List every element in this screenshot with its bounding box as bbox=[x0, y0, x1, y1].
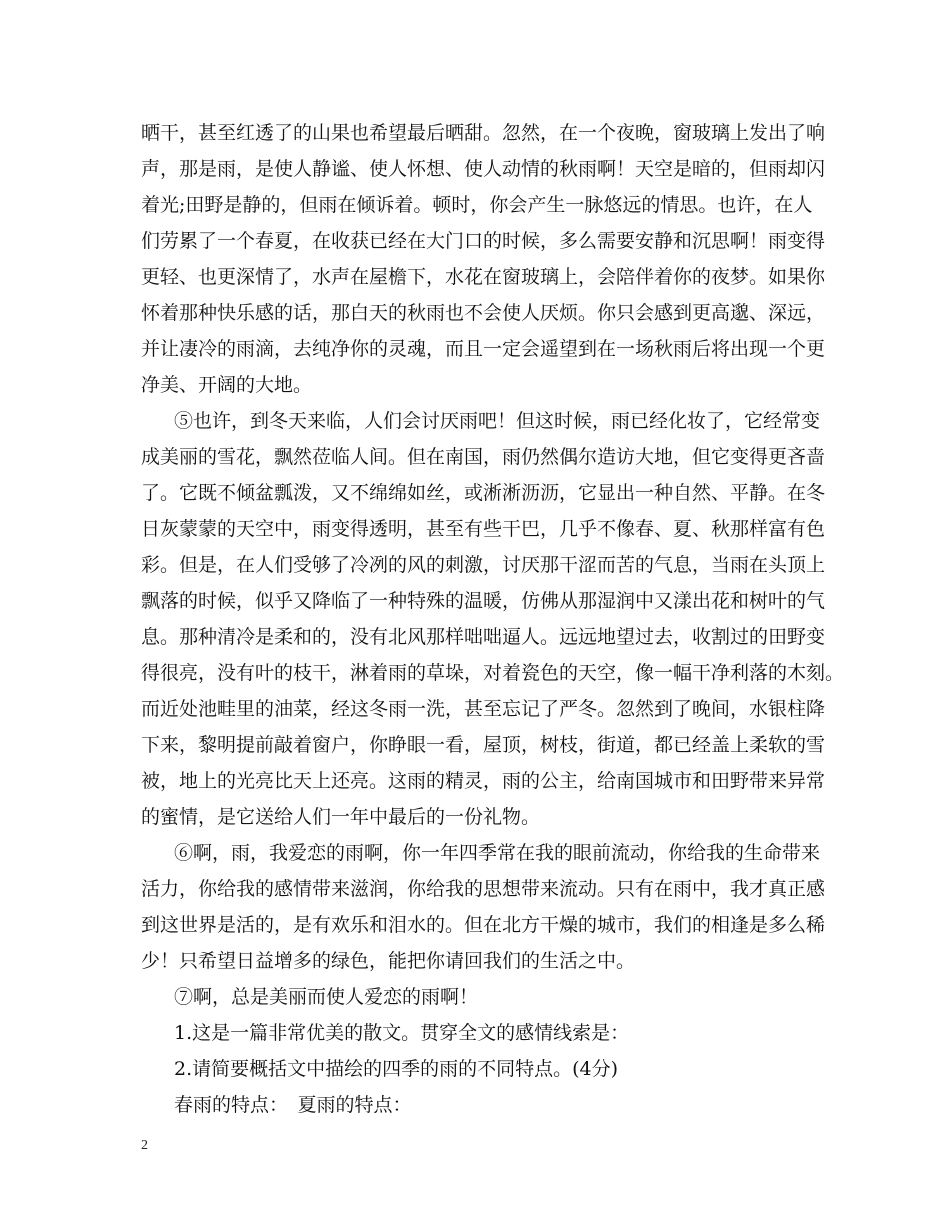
text-line: 少！只希望日益增多的绿色，能把你请回我们的生活之中。 bbox=[141, 950, 636, 972]
text-line: 了。它既不倾盆瓢泼，又不绵绵如丝，或淅淅沥沥，它显出一种自然、平静。在冬 bbox=[141, 482, 826, 504]
text-line: 更轻、也更深情了，水声在屋檐下，水花在窗玻璃上，会陪伴着你的夜梦。如果你 bbox=[141, 266, 826, 288]
paragraph-start-line: ⑦啊，总是美丽而使人爱恋的雨啊！ bbox=[174, 986, 479, 1008]
page-number: 2 bbox=[141, 1138, 148, 1153]
text-line: 彩。但是，在人们受够了冷冽的风的刺激，讨厌那干涩而苦的气息，当雨在头顶上 bbox=[141, 554, 826, 576]
text-line: 息。那种清冷是柔和的，没有北风那样咄咄逼人。远远地望过去，收割过的田野变 bbox=[141, 626, 826, 648]
question-line: 1.这是一篇非常优美的散文。贯穿全文的感情线索是： bbox=[174, 1022, 630, 1044]
text-line: 日灰蒙蒙的天空中，雨变得透明，甚至有些干巴，几乎不像春、夏、秋那样富有色 bbox=[141, 518, 826, 540]
text-line: 怀着那种快乐感的话，那白天的秋雨也不会使人厌烦。你只会感到更高邈、深远， bbox=[141, 302, 826, 324]
text-line: 净美、开阔的大地。 bbox=[141, 374, 313, 396]
text-line: 到这世界是活的，是有欢乐和泪水的。但在北方干燥的城市，我们的相逢是多么稀 bbox=[141, 914, 826, 936]
question-line: 2.请简要概括文中描绘的四季的雨的不同特点。(4分) bbox=[174, 1058, 619, 1080]
text-line: 晒干，甚至红透了的山果也希望最后晒甜。忽然，在一个夜晚，窗玻璃上发出了响 bbox=[141, 122, 826, 144]
answer-prompt-line: 春雨的特点： 夏雨的特点： bbox=[174, 1094, 412, 1116]
text-line: 下来，黎明提前敲着窗户，你睁眼一看，屋顶，树枝，街道，都已经盖上柔软的雪 bbox=[141, 734, 826, 756]
body-text bbox=[141, 115, 845, 1123]
text-line: 的蜜情，是它送给人们一年中最后的一份礼物。 bbox=[141, 806, 541, 828]
text-line: 着光;田野是静的，但雨在倾诉着。顿时，你会产生一脉悠远的情思。也许，在人 bbox=[141, 194, 813, 216]
paragraph-start-line: ⑤也许，到冬天来临，人们会讨厌雨吧！但这时候，雨已经化妆了，它经常变 bbox=[174, 410, 821, 432]
text-line: 飘落的时候，似乎又降临了一种特殊的温暖，仿佛从那湿润中又漾出花和树叶的气 bbox=[141, 590, 826, 612]
text-line: 而近处池畦里的油菜，经这冬雨一洗，甚至忘记了严冬。忽然到了晚间，水银柱降 bbox=[141, 698, 826, 720]
text-line: 得很亮，没有叶的枝干，淋着雨的草垛，对着瓷色的天空，像一幅干净利落的木刻。 bbox=[141, 662, 845, 684]
text-line: 活力，你给我的感情带来滋润，你给我的思想带来流动。只有在雨中，我才真正感 bbox=[141, 878, 826, 900]
text-line: 声，那是雨，是使人静谧、使人怀想、使人动情的秋雨啊！天空是暗的，但雨却闪 bbox=[141, 158, 826, 180]
text-line: 成美丽的雪花，飘然莅临人间。但在南国，雨仍然偶尔造访大地，但它变得更吝啬 bbox=[141, 446, 826, 468]
paragraph-start-line: ⑥啊，雨，我爱恋的雨啊，你一年四季常在我的眼前流动，你给我的生命带来 bbox=[174, 842, 821, 864]
text-line: 们劳累了一个春夏，在收获已经在大门口的时候，多么需要安静和沉思啊！雨变得 bbox=[141, 230, 826, 252]
text-line: 并让凄冷的雨滴，去纯净你的灵魂，而且一定会遥望到在一场秋雨后将出现一个更 bbox=[141, 338, 826, 360]
text-line: 被，地上的光亮比天上还亮。这雨的精灵，雨的公主，给南国城市和田野带来异常 bbox=[141, 770, 826, 792]
